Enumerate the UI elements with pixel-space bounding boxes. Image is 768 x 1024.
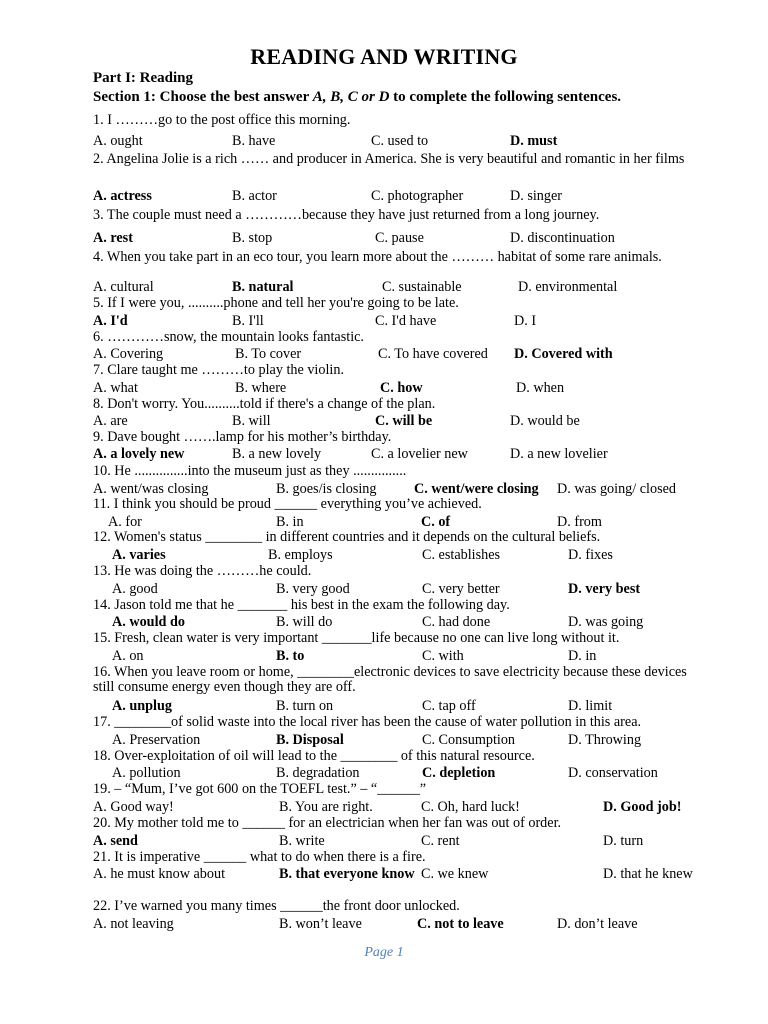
question-7-option-b: B. where: [235, 380, 287, 396]
question-11-text: 11. I think you should be proud ______ everything you’ve achieved.: [93, 496, 482, 512]
question-8-text: 8. Don't worry. You..........told if there's a change of the plan.: [93, 396, 436, 412]
question-4-text: 4. When you take part in an eco tour, you learn more about the ……… habitat of some rare animals.: [93, 249, 662, 265]
question-14-option-a-answer: A. would do: [112, 614, 185, 630]
question-1-option-a: A. ought: [93, 133, 143, 149]
question-20-option-c: C. rent: [421, 833, 460, 849]
question-5-option-b: B. I'll: [232, 313, 264, 329]
question-6-options: [0, 346, 768, 362]
question-13-options: [0, 581, 768, 597]
question-8-option-c-answer: C. will be: [375, 413, 433, 429]
question-13-option-b: B. very good: [276, 581, 350, 597]
question-7-text: 7. Clare taught me ………to play the violin.: [93, 362, 344, 378]
question-16-options: [0, 698, 768, 714]
question-15-text: 15. Fresh, clean water is very important _______life because no one can live long without it.: [93, 630, 620, 646]
question-15-option-a: A. on: [112, 648, 144, 664]
question-9-options: [0, 446, 768, 462]
question-5-option-a-answer: A. I'd: [93, 313, 128, 329]
question-2-option-a-answer: A. actress: [93, 188, 152, 204]
question-18-option-b: B. degradation: [276, 765, 360, 781]
question-12-option-b: B. employs: [268, 547, 333, 563]
question-17-option-b-answer: B. Disposal: [276, 732, 344, 748]
question-17-option-c: C. Consumption: [422, 732, 516, 748]
question-22-option-c-answer: C. not to leave: [417, 916, 504, 932]
question-19-options: [0, 799, 768, 815]
question-20-text: 20. My mother told me to ______ for an electrician when her fan was out of order.: [93, 815, 562, 831]
question-8-option-b: B. will: [232, 413, 271, 429]
question-18-option-a: A. pollution: [112, 765, 181, 781]
question-3-options: [0, 230, 768, 246]
question-10-option-c-answer: C. went/were closing: [414, 481, 539, 497]
part-heading: Part I: Reading: [93, 70, 193, 86]
question-3-option-a-answer: A. rest: [93, 230, 133, 246]
question-3-option-b: B. stop: [232, 230, 273, 246]
question-9-option-a-answer: A. a lovely new: [93, 446, 185, 462]
question-17-option-d: D. Throwing: [568, 732, 642, 748]
question-16-option-d: D. limit: [568, 698, 613, 714]
question-12-options: [0, 547, 768, 563]
question-6-option-a: A. Covering: [93, 346, 164, 362]
question-4-option-a: A. cultural: [93, 279, 154, 295]
question-17-text: 17. ________of solid waste into the local river has been the cause of water pollution in this area.: [93, 714, 642, 730]
question-7-option-c-answer: C. how: [380, 380, 423, 396]
question-14-text: 14. Jason told me that he _______ his best in the exam the following day.: [93, 597, 510, 613]
question-15-option-b-answer: B. to: [276, 648, 305, 664]
question-14-options: [0, 614, 768, 630]
question-21-option-b-answer: B. that everyone know: [279, 866, 415, 882]
question-11-options: [0, 514, 768, 530]
question-18-text: 18. Over-exploitation of oil will lead to the ________ of this natural resource.: [93, 748, 535, 764]
question-13-option-c: C. very better: [422, 581, 500, 597]
question-21-text: 21. It is imperative ______ what to do when there is a fire.: [93, 849, 426, 865]
question-3-option-d: D. discontinuation: [510, 230, 615, 246]
question-16-option-a-answer: A. unplug: [112, 698, 172, 714]
question-2-option-d: D. singer: [510, 188, 563, 204]
question-13-text: 13. He was doing the ………he could.: [93, 563, 312, 579]
question-17-options: [0, 732, 768, 748]
question-9-option-b: B. a new lovely: [232, 446, 322, 462]
question-16-option-c: C. tap off: [422, 698, 476, 714]
question-10-option-b: B. goes/is closing: [276, 481, 377, 497]
question-4-option-b-answer: B. natural: [232, 279, 294, 295]
question-12-text: 12. Women's status ________ in different countries and it depends on the cultural beliefs.: [93, 529, 601, 545]
question-2-option-b: B. actor: [232, 188, 277, 204]
question-22-option-a: A. not leaving: [93, 916, 174, 932]
question-12-option-c: C. establishes: [422, 547, 501, 563]
question-21-option-c: C. we knew: [421, 866, 489, 882]
question-5-option-d: D. I: [514, 313, 537, 329]
question-20-options: [0, 833, 768, 849]
question-9-option-d: D. a new lovelier: [510, 446, 608, 462]
question-13-option-a: A. good: [112, 581, 158, 597]
question-3-option-c: C. pause: [375, 230, 424, 246]
question-6-option-d-answer: D. Covered with: [514, 346, 613, 362]
question-2-options: [0, 188, 768, 204]
question-22-options: [0, 916, 768, 932]
question-19-option-d-answer: D. Good job!: [603, 799, 682, 815]
section-instruction: [93, 89, 621, 106]
question-1-option-d-answer: D. must: [510, 133, 558, 149]
section-lead: Section 1: Choose the best answer: [93, 89, 313, 105]
question-14-option-d: D. was going: [568, 614, 644, 630]
question-19-option-b: B. You are right.: [279, 799, 373, 815]
question-10-options: [0, 481, 768, 497]
question-12-option-d: D. fixes: [568, 547, 613, 563]
question-18-option-c-answer: C. depletion: [422, 765, 496, 781]
question-4-option-d: D. environmental: [518, 279, 618, 295]
question-11-option-a: A. for: [108, 514, 142, 530]
question-14-option-c: C. had done: [422, 614, 491, 630]
question-18-option-d: D. conservation: [568, 765, 658, 781]
question-13-option-d-answer: D. very best: [568, 581, 641, 597]
question-7-option-a: A. what: [93, 380, 138, 396]
question-15-options: [0, 648, 768, 664]
question-22-text: 22. I’ve warned you many times ______the front door unlocked.: [93, 898, 460, 914]
question-7-option-d: D. when: [516, 380, 565, 396]
question-1-options: [0, 133, 768, 149]
question-12-option-a-answer: A. varies: [112, 547, 166, 563]
question-7-options: [0, 380, 768, 396]
question-20-option-a-answer: A. send: [93, 833, 138, 849]
question-20-option-b: B. write: [279, 833, 325, 849]
section-tail: to complete the following sentences.: [389, 89, 622, 105]
question-10-option-a: A. went/was closing: [93, 481, 209, 497]
question-8-options: [0, 413, 768, 429]
question-9-text: 9. Dave bought …….lamp for his mother’s birthday.: [93, 429, 392, 445]
question-16-option-b: B. turn on: [276, 698, 334, 714]
question-4-options: [0, 279, 768, 295]
question-21-options: [0, 866, 768, 882]
question-5-text: 5. If I were you, ..........phone and tell her you're going to be late.: [93, 295, 459, 311]
question-8-option-a: A. are: [93, 413, 128, 429]
question-4-option-c: C. sustainable: [382, 279, 462, 295]
question-11-option-c-answer: C. of: [421, 514, 451, 530]
question-19-option-a: A. Good way!: [93, 799, 174, 815]
question-21-option-a: A. he must know about: [93, 866, 226, 882]
question-15-option-d: D. in: [568, 648, 597, 664]
question-8-option-d: D. would be: [510, 413, 580, 429]
question-6-text: 6. …………snow, the mountain looks fantastic.: [93, 329, 364, 345]
question-5-option-c: C. I'd have: [375, 313, 437, 329]
question-11-option-d: D. from: [557, 514, 602, 530]
question-17-option-a: A. Preservation: [112, 732, 201, 748]
question-21-option-d: D. that he knew: [603, 866, 693, 882]
question-6-option-c: C. To have covered: [378, 346, 488, 362]
question-5-options: [0, 313, 768, 329]
page-number: Page 1: [364, 945, 404, 960]
question-1-option-c: C. used to: [371, 133, 429, 149]
question-20-option-d: D. turn: [603, 833, 644, 849]
question-9-option-c: C. a lovelier new: [371, 446, 468, 462]
question-1-option-b: B. have: [232, 133, 276, 149]
question-22-option-b: B. won’t leave: [279, 916, 362, 932]
question-14-option-b: B. will do: [276, 614, 333, 630]
question-22-option-d: D. don’t leave: [557, 916, 638, 932]
question-3-text: 3. The couple must need a …………because they have just returned from a long journey.: [93, 207, 600, 223]
question-10-option-d: D. was going/ closed: [557, 481, 677, 497]
page-title: READING AND WRITING: [250, 44, 518, 69]
question-11-option-b: B. in: [276, 514, 304, 530]
question-19-option-c: C. Oh, hard luck!: [421, 799, 520, 815]
question-2-option-c: C. photographer: [371, 188, 464, 204]
question-16-text: 16. When you leave room or home, ________electronic devices to save electricity because these devices still consume energy even though they are off.: [93, 664, 687, 695]
question-1-text: 1. I ………go to the post office this morning.: [93, 112, 351, 128]
question-15-option-c: C. with: [422, 648, 464, 664]
section-choices: A, B, C or D: [312, 89, 390, 105]
question-2-text: 2. Angelina Jolie is a rich …… and producer in America. She is very beautiful and romantic in her films: [93, 151, 685, 167]
question-19-text: 19. – “Mum, I’ve got 600 on the TOEFL test.” – “______”: [93, 781, 427, 797]
question-6-option-b: B. To cover: [235, 346, 302, 362]
question-10-text: 10. He ...............into the museum just as they ...............: [93, 463, 407, 479]
question-18-options: [0, 765, 768, 781]
